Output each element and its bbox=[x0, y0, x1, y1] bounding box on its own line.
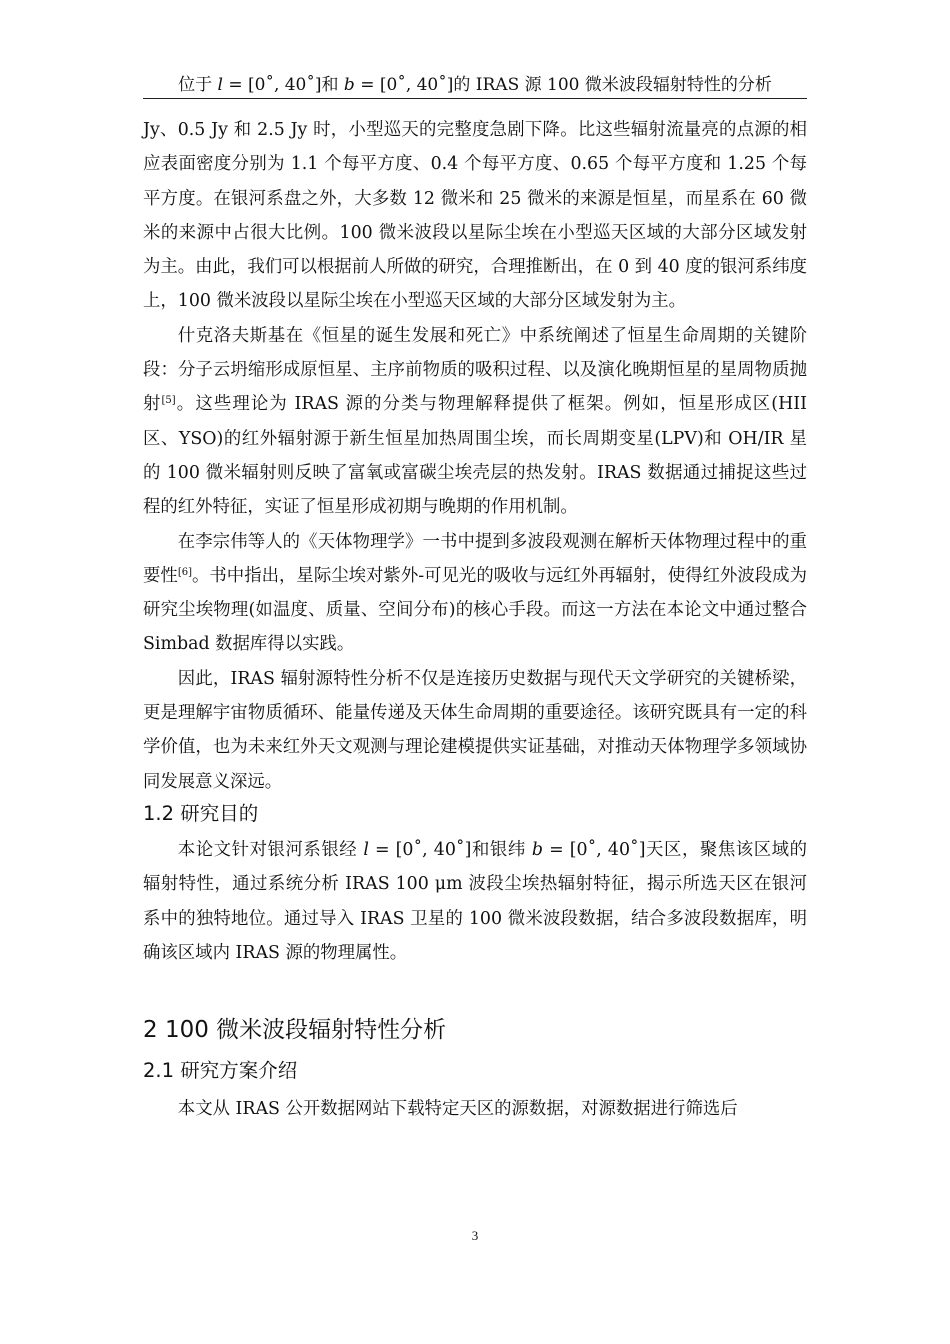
paragraph-text: 。书中指出，星际尘埃对紫外-可见光的吸收与远红外再辐射，使得红外波段成为研究尘埃物理(如温度、质量、空间分布)的核心手段。而这一方法在本论文中通过整合 Simbad 数据库得以实践。 bbox=[143, 565, 807, 655]
b-variable: b bbox=[531, 839, 543, 860]
running-header bbox=[143, 72, 807, 98]
paragraph-text: 。这些理论为 IRAS 源的分类与物理解释提供了框架。例如，恒星形成区(HII 区、YSO)的红外辐射源于新生恒星加热周围尘埃，而长周期变星(LPV)和 OH/IR 星的 100 微米辐射则反映了富氧或富碳尘埃壳层的热发射。IRAS 数据通过捕捉这些过程的红外特征，实证了恒星形成初期与晚期的作用机制。 bbox=[143, 394, 807, 518]
paragraph-text: 本论文针对银河系银经 bbox=[177, 839, 364, 860]
paragraph-text: 什克洛夫斯基在《恒星的诞生发展和死亡》中系统阐述了恒星生命周期的关键阶段：分子云坍缩形成原恒星、主序前物质的吸积过程、以及演化晚期恒星的星周物质抛射 bbox=[143, 325, 807, 415]
paragraph-significance: 因此，IRAS 辐射源特性分析不仅是连接历史数据与现代天文学研究的关键桥梁，更是理解宇宙物质循环、能量传递及天体生命周期的重要途径。该研究既具有一定的科学价值，也为未来红外天文观测与理论建模提供实证基础，对推动天体物理学多领域协同发展意义深远。 bbox=[143, 668, 807, 792]
header-rule bbox=[143, 98, 807, 99]
paragraph-shklovsky bbox=[143, 319, 807, 525]
section-heading-2-1: 2.1 研究方案介绍 bbox=[143, 1059, 298, 1083]
header-text-3: = [0˚, 40˚]的 IRAS 源 100 微米波段辐射特性的分析 bbox=[354, 75, 772, 95]
paragraph-text: = [0˚, 40˚]和银纬 bbox=[368, 839, 532, 860]
paragraph-text: = [0˚, 40˚]天区，聚焦该区域的辐射特性，通过系统分析 IRAS 100 μm 波段尘埃热辐射特征，揭示所选天区在银河系中的独特地位。通过导入 IRAS 卫星的 100 微米波段数据，结合多波段数据库，明确该区域内 IRAS 源的物理属性。 bbox=[143, 839, 807, 963]
header-l-variable: l bbox=[217, 75, 223, 95]
citation-ref-5: [5] bbox=[161, 395, 176, 407]
section-heading-1-2: 1.2 研究目的 bbox=[143, 801, 259, 825]
paragraph-li-zongwei bbox=[143, 525, 807, 662]
header-b-variable: b bbox=[343, 75, 355, 95]
page-body bbox=[143, 113, 807, 1126]
paragraph-method-intro: 本文从 IRAS 公开数据网站下载特定天区的源数据，对源数据进行筛选后 bbox=[177, 1099, 738, 1120]
l-variable: l bbox=[363, 839, 369, 860]
header-text-1: 位于 bbox=[178, 75, 218, 95]
paragraph-text: 在李宗伟等人的《天体物理学》一书中提到多波段观测在解析天体物理过程中的重要性 bbox=[143, 531, 807, 586]
paragraph-research-goal bbox=[143, 833, 807, 970]
paragraph-continued: Jy、0.5 Jy 和 2.5 Jy 时，小型巡天的完整度急剧下降。比这些辐射流量亮的点源的相应表面密度分别为 1.1 个每平方度、0.4 个每平方度、0.65 个每平方度和 1.25 个每平方度。在银河系盘之外，大多数 12 微米和 25 微米的来源是恒星，而星系在 60 微米的来源中占很大比例。100 微米波段以星际尘埃在小型巡天区域的大部分区域发射为主。由此，我们可以根据前人所做的研究，合理推断出，在 0 到 40 度的银河系纬度上，100 微米波段以星际尘埃在小型巡天区域的大部分区域发射为主。 bbox=[143, 120, 807, 312]
chapter-heading-2: 2 100 微米波段辐射特性分析 bbox=[143, 1017, 447, 1044]
citation-ref-6: [6] bbox=[177, 566, 192, 578]
page-number: 3 bbox=[471, 1228, 479, 1243]
header-text-2: = [0˚, 40˚]和 bbox=[222, 75, 344, 95]
